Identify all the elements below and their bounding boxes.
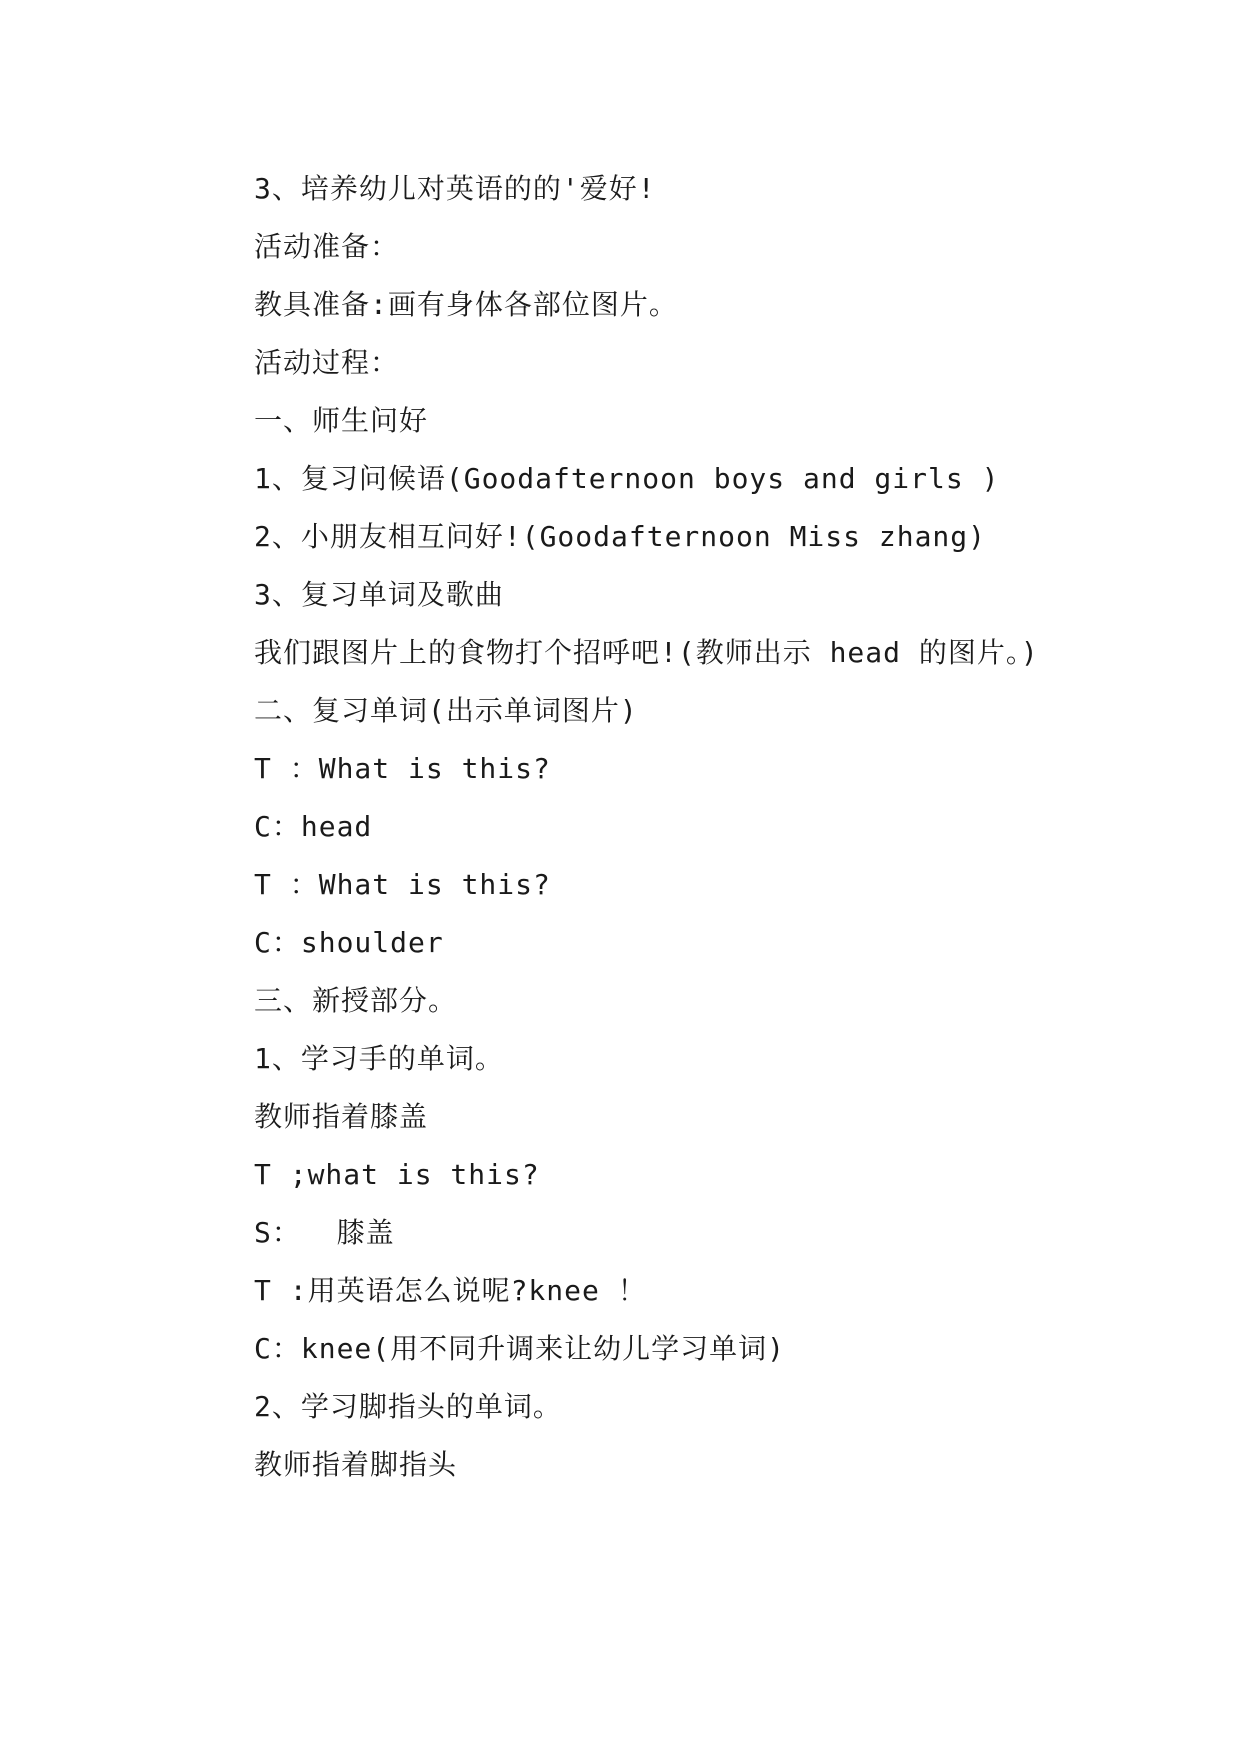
paragraph: 三、新授部分。 [254, 984, 458, 1017]
paragraph: 3、复习单词及歌曲 [254, 578, 504, 611]
document-body [190, 160, 1070, 1494]
paragraph: 2、学习脚指头的单词。 [254, 1390, 562, 1423]
paragraph: 教师指着脚指头 [254, 1448, 458, 1481]
paragraph: 1、复习问候语(Goodafternoon boys and girls ) [254, 462, 1000, 495]
paragraph: T ：What is this? [254, 752, 551, 785]
paragraph: C：head [254, 810, 373, 843]
paragraph: 活动过程： [254, 346, 400, 379]
paragraph: 二、复习单词(出示单词图片) [254, 694, 638, 727]
paragraph: 我们跟图片上的食物打个招呼吧!(教师出示 head 的图片。) [254, 636, 1039, 669]
paragraph: C：knee(用不同升调来让幼儿学习单词) [254, 1332, 786, 1365]
paragraph: 一、师生问好 [254, 404, 429, 437]
paragraph: 3、培养幼儿对英语的的'爱好! [254, 172, 656, 205]
paragraph: 2、小朋友相互问好!(Goodafternoon Miss zhang) [254, 520, 987, 553]
paragraph: S： 膝盖 [254, 1216, 395, 1249]
paragraph: 教师指着膝盖 [254, 1100, 429, 1133]
paragraph: T ：What is this? [254, 868, 551, 901]
paragraph: 活动准备： [254, 230, 400, 263]
paragraph: 教具准备:画有身体各部位图片。 [254, 288, 678, 321]
paragraph: T :用英语怎么说呢?knee ！ [254, 1274, 647, 1307]
paragraph: 1、学习手的单词。 [254, 1042, 504, 1075]
paragraph: C：shoulder [254, 926, 444, 959]
paragraph: T ;what is this? [254, 1158, 540, 1191]
